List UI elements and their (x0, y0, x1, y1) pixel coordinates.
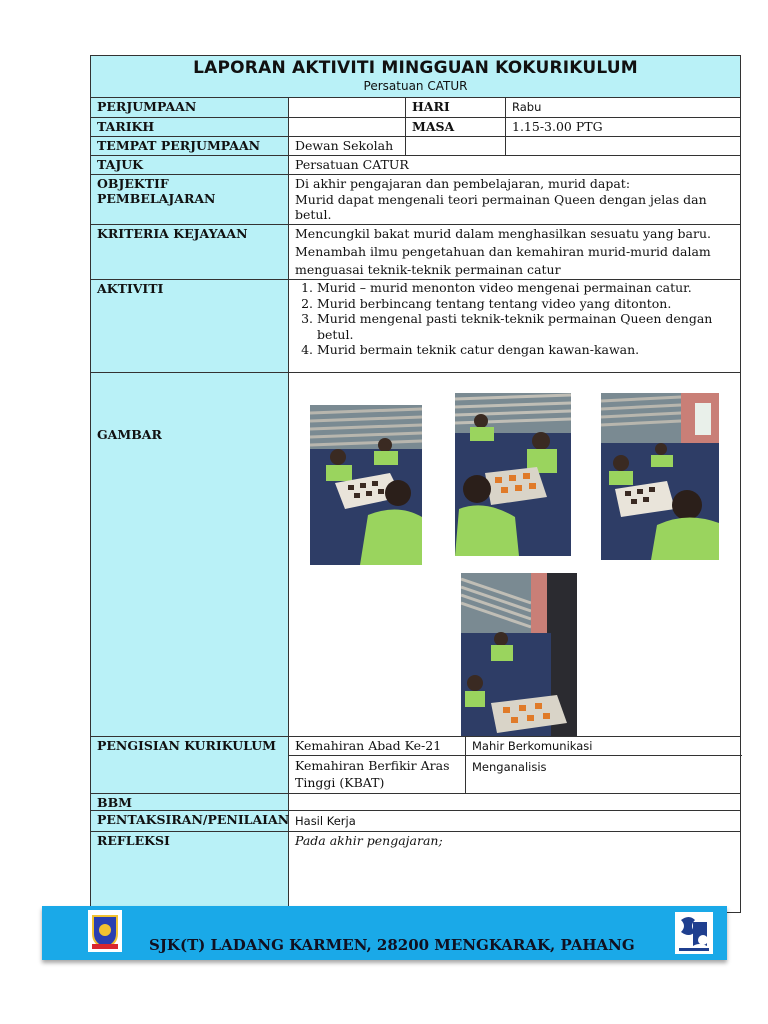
value-hari: Rabu (505, 98, 742, 117)
value-kriteria (289, 225, 742, 279)
value-perjumpaan (289, 98, 405, 117)
row-tarikh (91, 118, 740, 137)
row-tempat (91, 137, 740, 156)
aktiviti-item: 1. Murid – murid menonton video mengenai permainan catur. (317, 280, 736, 296)
school-address: SJK(T) LADANG KARMEN, 28200 MENGKARAK, PAHANG (149, 936, 635, 954)
aktiviti-item: 3. Murid mengenal pasti teknik-teknik permainan Queen dengan betul. (317, 311, 736, 342)
tempat-empty-cell-2 (505, 137, 742, 155)
objektif-line-1: Di akhir pengajaran dan pembelajaran, murid dapat: (295, 176, 631, 191)
label-tarikh: TARIKH (91, 118, 289, 136)
row-refleksi (91, 832, 740, 914)
label-tempat: TEMPAT PERJUMPAAN (91, 137, 289, 155)
chess-photo-2 (455, 393, 571, 556)
row-bbm (91, 794, 740, 811)
row-aktiviti (91, 280, 740, 373)
report-title: LAPORAN AKTIVITI MINGGUAN KOKURIKULUM (193, 58, 638, 78)
aktiviti-item: 4. Murid bermain teknik catur dengan kawan-kawan. (317, 342, 736, 358)
value-refleksi: Pada akhir pengajaran; (295, 833, 443, 848)
row-kriteria (91, 225, 740, 280)
label-gambar: GAMBAR (91, 373, 289, 736)
label-kriteria: KRITERIA KEJAYAAN (91, 225, 289, 279)
value-tarikh (289, 118, 405, 136)
report-header (91, 56, 740, 98)
report-subtitle: Persatuan CATUR (363, 79, 468, 93)
pengisian-value-1: Mahir Berkomunikasi (465, 737, 742, 756)
row-tajuk (91, 156, 740, 175)
label-pengisian: PENGISIAN KURIKULUM (91, 737, 289, 793)
aktiviti-item: 2. Murid berbincang tentang tentang video yang ditonton. (317, 296, 736, 312)
label-masa: MASA (405, 118, 505, 136)
row-pentaksiran (91, 811, 740, 832)
tempat-empty-cell (405, 137, 505, 155)
ministry-logo-icon (675, 912, 713, 954)
label-objektif: OBJEKTIF PEMBELAJARAN (91, 175, 289, 224)
label-aktiviti: AKTIVITI (91, 280, 289, 372)
label-tajuk: TAJUK (91, 156, 289, 174)
pengisian-value-2: Menganalisis (465, 756, 742, 793)
report-form (90, 55, 741, 913)
school-crest-icon (88, 910, 122, 952)
pengisian-key-1: Kemahiran Abad Ke-21 (289, 737, 465, 756)
label-bbm: BBM (91, 794, 289, 810)
value-aktiviti (289, 280, 742, 372)
row-gambar (91, 373, 740, 737)
chess-photo-3 (601, 393, 719, 560)
value-masa: 1.15-3.00 PTG (505, 118, 742, 136)
pengisian-key-2: Kemahiran Berfikir Aras Tinggi (KBAT) (295, 758, 450, 790)
label-refleksi: REFLEKSI (91, 832, 289, 914)
label-perjumpaan: PERJUMPAAN (91, 98, 289, 117)
aktiviti-list (295, 280, 736, 358)
objektif-line-2: Murid dapat mengenali teori permainan Queen dengan jelas dan betul. (295, 192, 707, 222)
kriteria-line-1: Mencungkil bakat murid dalam menghasilkan sesuatu yang baru. (295, 226, 711, 241)
value-pentaksiran: Hasil Kerja (295, 814, 356, 828)
row-perjumpaan (91, 98, 740, 118)
label-hari: HARI (405, 98, 505, 117)
chess-photo-4 (461, 573, 577, 736)
chess-photo-1 (310, 405, 422, 565)
kriteria-line-2: Menambah ilmu pengetahuan dan kemahiran murid-murid dalam menguasai teknik-teknik permainan catur (295, 244, 711, 277)
school-footer-banner (42, 906, 727, 960)
row-pengisian (91, 737, 740, 794)
label-pentaksiran: PENTAKSIRAN/PENILAIAN (91, 811, 289, 831)
value-bbm (289, 794, 742, 810)
value-tempat: Dewan Sekolah (295, 138, 394, 153)
value-tajuk: Persatuan CATUR (295, 157, 409, 172)
row-objektif (91, 175, 740, 225)
gambar-photos (289, 373, 742, 736)
value-objektif (289, 175, 742, 224)
